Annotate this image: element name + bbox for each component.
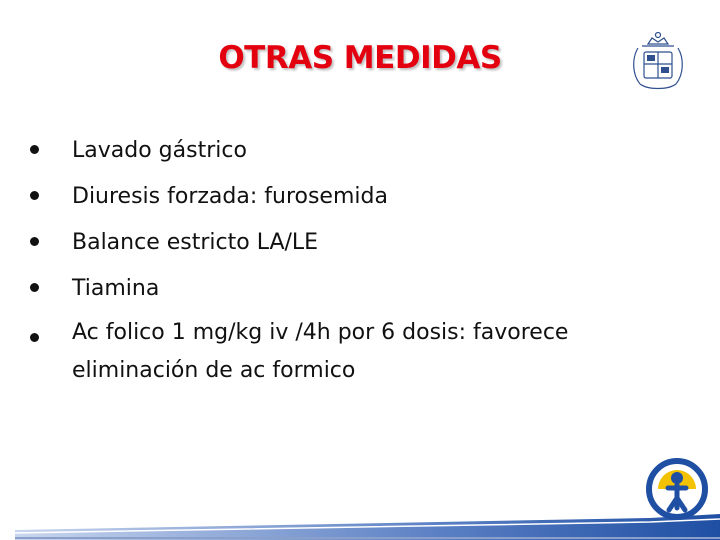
- list-item: [30, 314, 672, 390]
- bullet-list: [30, 128, 672, 390]
- list-item-text: Balance estricto LA/LE: [72, 230, 319, 255]
- bullet-dot: [30, 145, 39, 154]
- list-item-text: Tiamina: [72, 276, 160, 301]
- list-item: [30, 266, 672, 312]
- list-item: [30, 174, 672, 220]
- bullet-dot: [30, 333, 39, 342]
- list-item-text: Ac folico 1 mg/kg iv /4h por 6 dosis: favorece eliminación de ac formico: [72, 320, 569, 383]
- list-item: [30, 128, 672, 174]
- list-item-text: Diuresis forzada: furosemida: [72, 184, 388, 209]
- university-crest-icon: [630, 30, 686, 94]
- bullet-dot: [30, 191, 39, 200]
- bullet-dot: [30, 237, 39, 246]
- ips-logo-icon: [646, 458, 708, 520]
- slide-title: OTRAS MEDIDAS: [218, 40, 502, 76]
- footer-swoosh: [0, 500, 720, 540]
- list-item-text: Lavado gástrico: [72, 138, 247, 163]
- list-item: [30, 220, 672, 266]
- bullet-dot: [30, 283, 39, 292]
